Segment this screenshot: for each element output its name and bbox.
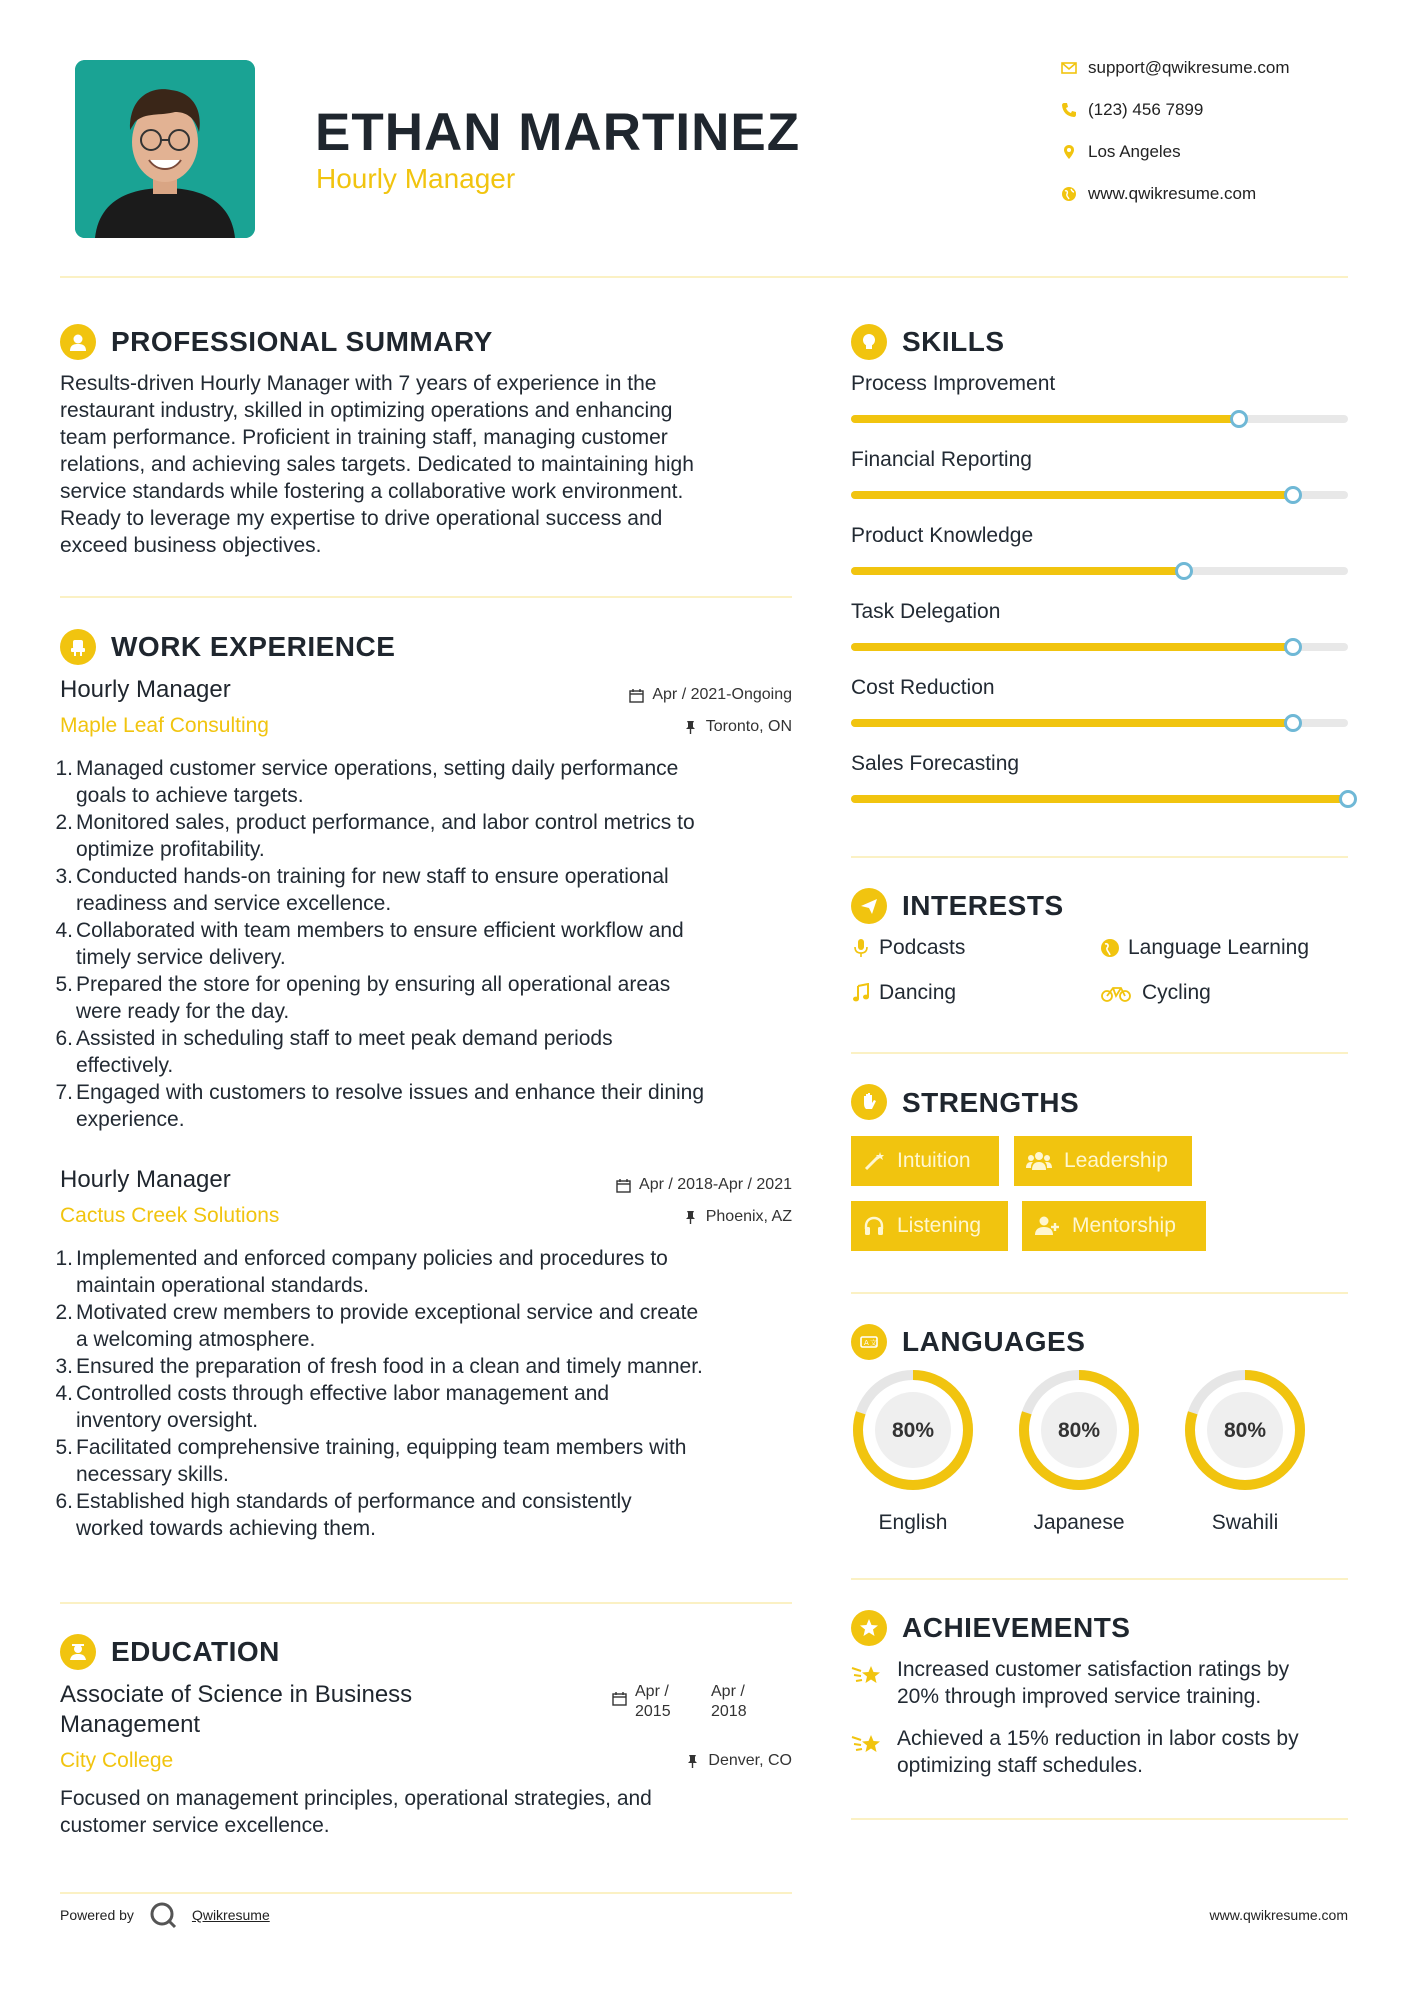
- phone-icon: [1050, 102, 1088, 118]
- list-item: 4. Controlled costs through effective labor management and inventory oversight.: [55, 1382, 610, 1432]
- job-title: Hourly Manager: [60, 1166, 231, 1193]
- interest-item: [1100, 936, 1309, 960]
- summary-text: [60, 370, 800, 559]
- skill-label: Financial Reporting: [851, 448, 1032, 471]
- degree-title-line: Management: [60, 1711, 201, 1738]
- contact-location: [1050, 142, 1370, 162]
- contact-phone-text: (123) 456 7899: [1088, 100, 1204, 119]
- pushpin-icon: [683, 720, 698, 735]
- achievement-text: 20% through improved service training.: [897, 1685, 1262, 1708]
- list-item: 2. Motivated crew members to provide exceptional service and create a welcoming atmosphere.: [55, 1301, 699, 1351]
- company-name: Cactus Creek Solutions: [60, 1204, 280, 1227]
- skill-bar: [851, 567, 1348, 575]
- microphone-icon: [851, 938, 879, 958]
- shooting-star-icon: [851, 1656, 897, 1710]
- company-name: Maple Leaf Consulting: [60, 714, 269, 737]
- interest-item: [851, 936, 965, 960]
- lightbulb-icon: [851, 324, 887, 360]
- calendar-icon: [612, 1691, 627, 1706]
- language-item: [851, 1368, 975, 1535]
- interest-label: Podcasts: [879, 936, 966, 959]
- skill-bar-fill: [851, 491, 1293, 499]
- contact-website[interactable]: [1050, 184, 1370, 204]
- strength-chip: [1022, 1201, 1206, 1251]
- achievement-text: Achieved a 15% reduction in labor costs by: [897, 1727, 1299, 1750]
- list-item: 7. Engaged with customers to resolve issues and enhance their dining experience.: [55, 1081, 705, 1131]
- achievement-item: [851, 1656, 1348, 1710]
- skill-bar-knob: [1284, 486, 1302, 504]
- list-item: 4. Collaborated with team members to ensure efficient workflow and timely service delivery.: [55, 919, 684, 969]
- list-item: 1. Managed customer service operations, setting daily performance goals to achieve targets.: [55, 757, 679, 807]
- language-progress-ring: [1183, 1368, 1307, 1492]
- skill-bar-fill: [851, 643, 1293, 651]
- skill-bar-fill: [851, 415, 1239, 423]
- skill-bar: [851, 415, 1348, 423]
- skill-bar: [851, 643, 1348, 651]
- interest-label: Language Learning: [1128, 936, 1310, 959]
- interest-item: [1100, 981, 1211, 1005]
- calendar-icon: [629, 688, 644, 703]
- job-dates: [520, 1176, 792, 1194]
- summary-line: restaurant industry, skilled in optimizing operations and enhancing: [60, 399, 673, 422]
- job-location: [540, 718, 792, 736]
- pushpin-icon: [683, 1210, 698, 1225]
- language-percent: 80%: [1223, 1419, 1267, 1442]
- header-divider: [60, 276, 1348, 278]
- job-dates-text: Apr / 2018-Apr / 2021: [639, 1176, 792, 1193]
- strength-chip: [851, 1201, 1008, 1251]
- summary-heading: PROFESSIONAL SUMMARY: [111, 326, 493, 357]
- footer-url[interactable]: www.qwikresume.com: [1209, 1907, 1348, 1923]
- language-progress-ring: [851, 1368, 975, 1492]
- section-divider: [851, 856, 1348, 858]
- language-name: English: [878, 1511, 948, 1534]
- education-description-line: Focused on management principles, operational strategies, and: [60, 1787, 652, 1810]
- language-percent: 80%: [891, 1419, 935, 1442]
- skill-label: Task Delegation: [851, 600, 1001, 623]
- degree-title: [60, 1680, 412, 1740]
- language-percent: 80%: [1057, 1419, 1101, 1442]
- powered-by: [60, 1900, 270, 1930]
- achievement-item: [851, 1725, 1348, 1779]
- achievement-text: optimizing staff schedules.: [897, 1754, 1143, 1777]
- language-icon: [851, 1324, 887, 1360]
- start-date: Apr /: [635, 1683, 669, 1700]
- job-location-text: Toronto, ON: [705, 718, 792, 735]
- strength-label: Listening: [897, 1214, 982, 1237]
- language-item: [1183, 1368, 1307, 1535]
- user-plus-icon: [1034, 1215, 1060, 1237]
- magic-wand-icon: [863, 1150, 885, 1172]
- section-divider: [60, 1892, 792, 1894]
- contact-location-text: Los Angeles: [1088, 142, 1181, 161]
- job-bullets: [55, 755, 800, 1133]
- education-description: [60, 1785, 800, 1839]
- section-divider: [60, 596, 792, 598]
- end-date: Apr /: [711, 1683, 745, 1700]
- globe-icon: [1100, 938, 1128, 958]
- envelope-icon: [1050, 60, 1088, 76]
- strength-label: Intuition: [897, 1149, 971, 1172]
- users-icon: [1026, 1150, 1052, 1172]
- school-name: City College: [60, 1749, 174, 1772]
- user-icon: [60, 324, 96, 360]
- globe-icon: [1050, 186, 1088, 202]
- contact-email-text: support@qwikresume.com: [1088, 58, 1290, 77]
- contact-phone[interactable]: [1050, 100, 1370, 120]
- summary-line: service standards while fostering a collaborative work environment.: [60, 480, 684, 503]
- education-dates: [612, 1682, 797, 1722]
- pushpin-icon: [685, 1754, 700, 1769]
- skill-bar-knob: [1339, 790, 1357, 808]
- interests-heading: INTERESTS: [902, 890, 1064, 921]
- interest-label: Dancing: [879, 981, 957, 1004]
- languages-heading: LANGUAGES: [902, 1326, 1086, 1357]
- calendar-icon: [616, 1178, 631, 1193]
- summary-line: exceed business objectives.: [60, 534, 322, 557]
- section-divider: [60, 1602, 792, 1604]
- language-progress-ring: [1017, 1368, 1141, 1492]
- skill-bar-knob: [1284, 714, 1302, 732]
- section-divider: [851, 1292, 1348, 1294]
- list-item: 5. Facilitated comprehensive training, equipping team members with necessary skills.: [55, 1436, 687, 1486]
- interest-item: [851, 981, 956, 1005]
- degree-title-line: Associate of Science in Business: [60, 1681, 413, 1708]
- bicycle-icon: [1100, 983, 1142, 1003]
- strength-label: Leadership: [1064, 1149, 1168, 1172]
- education-description-line: customer service excellence.: [60, 1814, 330, 1837]
- powered-by-text: Powered by: [60, 1907, 134, 1923]
- skill-bar-fill: [851, 567, 1184, 575]
- start-date: 2015: [635, 1703, 671, 1720]
- job-dates-text: Apr / 2021-Ongoing: [652, 686, 792, 703]
- section-divider: [851, 1578, 1348, 1580]
- skill-bar-knob: [1230, 410, 1248, 428]
- skill-bar: [851, 795, 1348, 803]
- contact-website-text: www.qwikresume.com: [1088, 184, 1257, 203]
- strengths-heading: STRENGTHS: [902, 1087, 1080, 1118]
- skill-label: Product Knowledge: [851, 524, 1034, 547]
- skill-bar-fill: [851, 795, 1348, 803]
- language-name: Japanese: [1033, 1511, 1125, 1534]
- skill-bar-fill: [851, 719, 1293, 727]
- section-divider: [851, 1818, 1348, 1820]
- skill-bar-knob: [1175, 562, 1193, 580]
- shooting-star-icon: [851, 1725, 897, 1779]
- candidate-name: ETHAN MARTINEZ: [315, 103, 801, 162]
- svg-text:文: 文: [870, 1339, 877, 1347]
- briefcase-icon: [60, 629, 96, 665]
- achievements-heading: ACHIEVEMENTS: [902, 1612, 1131, 1643]
- list-item: 5. Prepared the store for opening by ensuring all operational areas were ready for the day.: [55, 973, 671, 1023]
- contact-email[interactable]: [1050, 58, 1370, 78]
- summary-line: Results-driven Hourly Manager with 7 years of experience in the: [60, 372, 657, 395]
- section-divider: [851, 1052, 1348, 1054]
- list-item: 6. Assisted in scheduling staff to meet peak demand periods effectively.: [55, 1027, 613, 1077]
- strength-label: Mentorship: [1072, 1214, 1176, 1237]
- qwikresume-link[interactable]: Qwikresume: [191, 1907, 270, 1923]
- end-date: 2018: [711, 1703, 747, 1720]
- job-location-text: Phoenix, AZ: [705, 1208, 792, 1225]
- svg-text:A: A: [864, 1339, 869, 1347]
- paper-plane-icon: [851, 888, 887, 924]
- language-item: [1017, 1368, 1141, 1535]
- skills-heading: SKILLS: [902, 326, 1005, 357]
- job-title: Hourly Manager: [60, 676, 231, 703]
- achievement-text: Increased customer satisfaction ratings by: [897, 1658, 1290, 1681]
- interest-label: Cycling: [1142, 981, 1211, 1004]
- candidate-title: Hourly Manager: [316, 163, 516, 194]
- list-item: 1. Implemented and enforced company policies and procedures to maintain operational standards.: [55, 1247, 668, 1297]
- education-location-text: Denver, CO: [708, 1752, 792, 1769]
- headphones-icon: [863, 1215, 885, 1237]
- strength-chip: [1014, 1136, 1192, 1186]
- job-location: [540, 1208, 792, 1226]
- list-item: 6. Established high standards of performance and consistently worked towards achieving them.: [55, 1490, 632, 1540]
- music-note-icon: [851, 983, 879, 1003]
- language-name: Swahili: [1211, 1511, 1279, 1534]
- list-item: 2. Monitored sales, product performance, and labor control metrics to optimize profitability.: [55, 811, 695, 861]
- hand-icon: [851, 1084, 887, 1120]
- summary-line: team performance. Proficient in training staff, managing customer: [60, 426, 668, 449]
- graduation-icon: [60, 1634, 96, 1670]
- profile-photo: [75, 60, 255, 238]
- summary-line: relations, and achieving sales targets. Dedicated to maintaining high: [60, 453, 694, 476]
- skill-bar-knob: [1284, 638, 1302, 656]
- skill-label: Sales Forecasting: [851, 752, 1020, 775]
- skill-label: Process Improvement: [851, 372, 1056, 395]
- skill-bar: [851, 491, 1348, 499]
- qwikresume-logo-icon: [148, 1900, 178, 1930]
- list-item: 3. Conducted hands-on training for new staff to ensure operational readiness and service excellence.: [55, 865, 669, 915]
- skill-label: Cost Reduction: [851, 676, 995, 699]
- education-location: [540, 1752, 792, 1770]
- skill-bar: [851, 719, 1348, 727]
- education-heading: EDUCATION: [111, 1636, 280, 1667]
- star-badge-icon: [851, 1610, 887, 1646]
- summary-line: Ready to leverage my expertise to drive operational success and: [60, 507, 663, 530]
- job-dates: [540, 686, 792, 704]
- job-bullets: [55, 1245, 800, 1542]
- strength-chip: [851, 1136, 999, 1186]
- experience-heading: WORK EXPERIENCE: [111, 631, 396, 662]
- map-pin-icon: [1050, 144, 1088, 160]
- list-item: 3. Ensured the preparation of fresh food in a clean and timely manner.: [55, 1355, 703, 1378]
